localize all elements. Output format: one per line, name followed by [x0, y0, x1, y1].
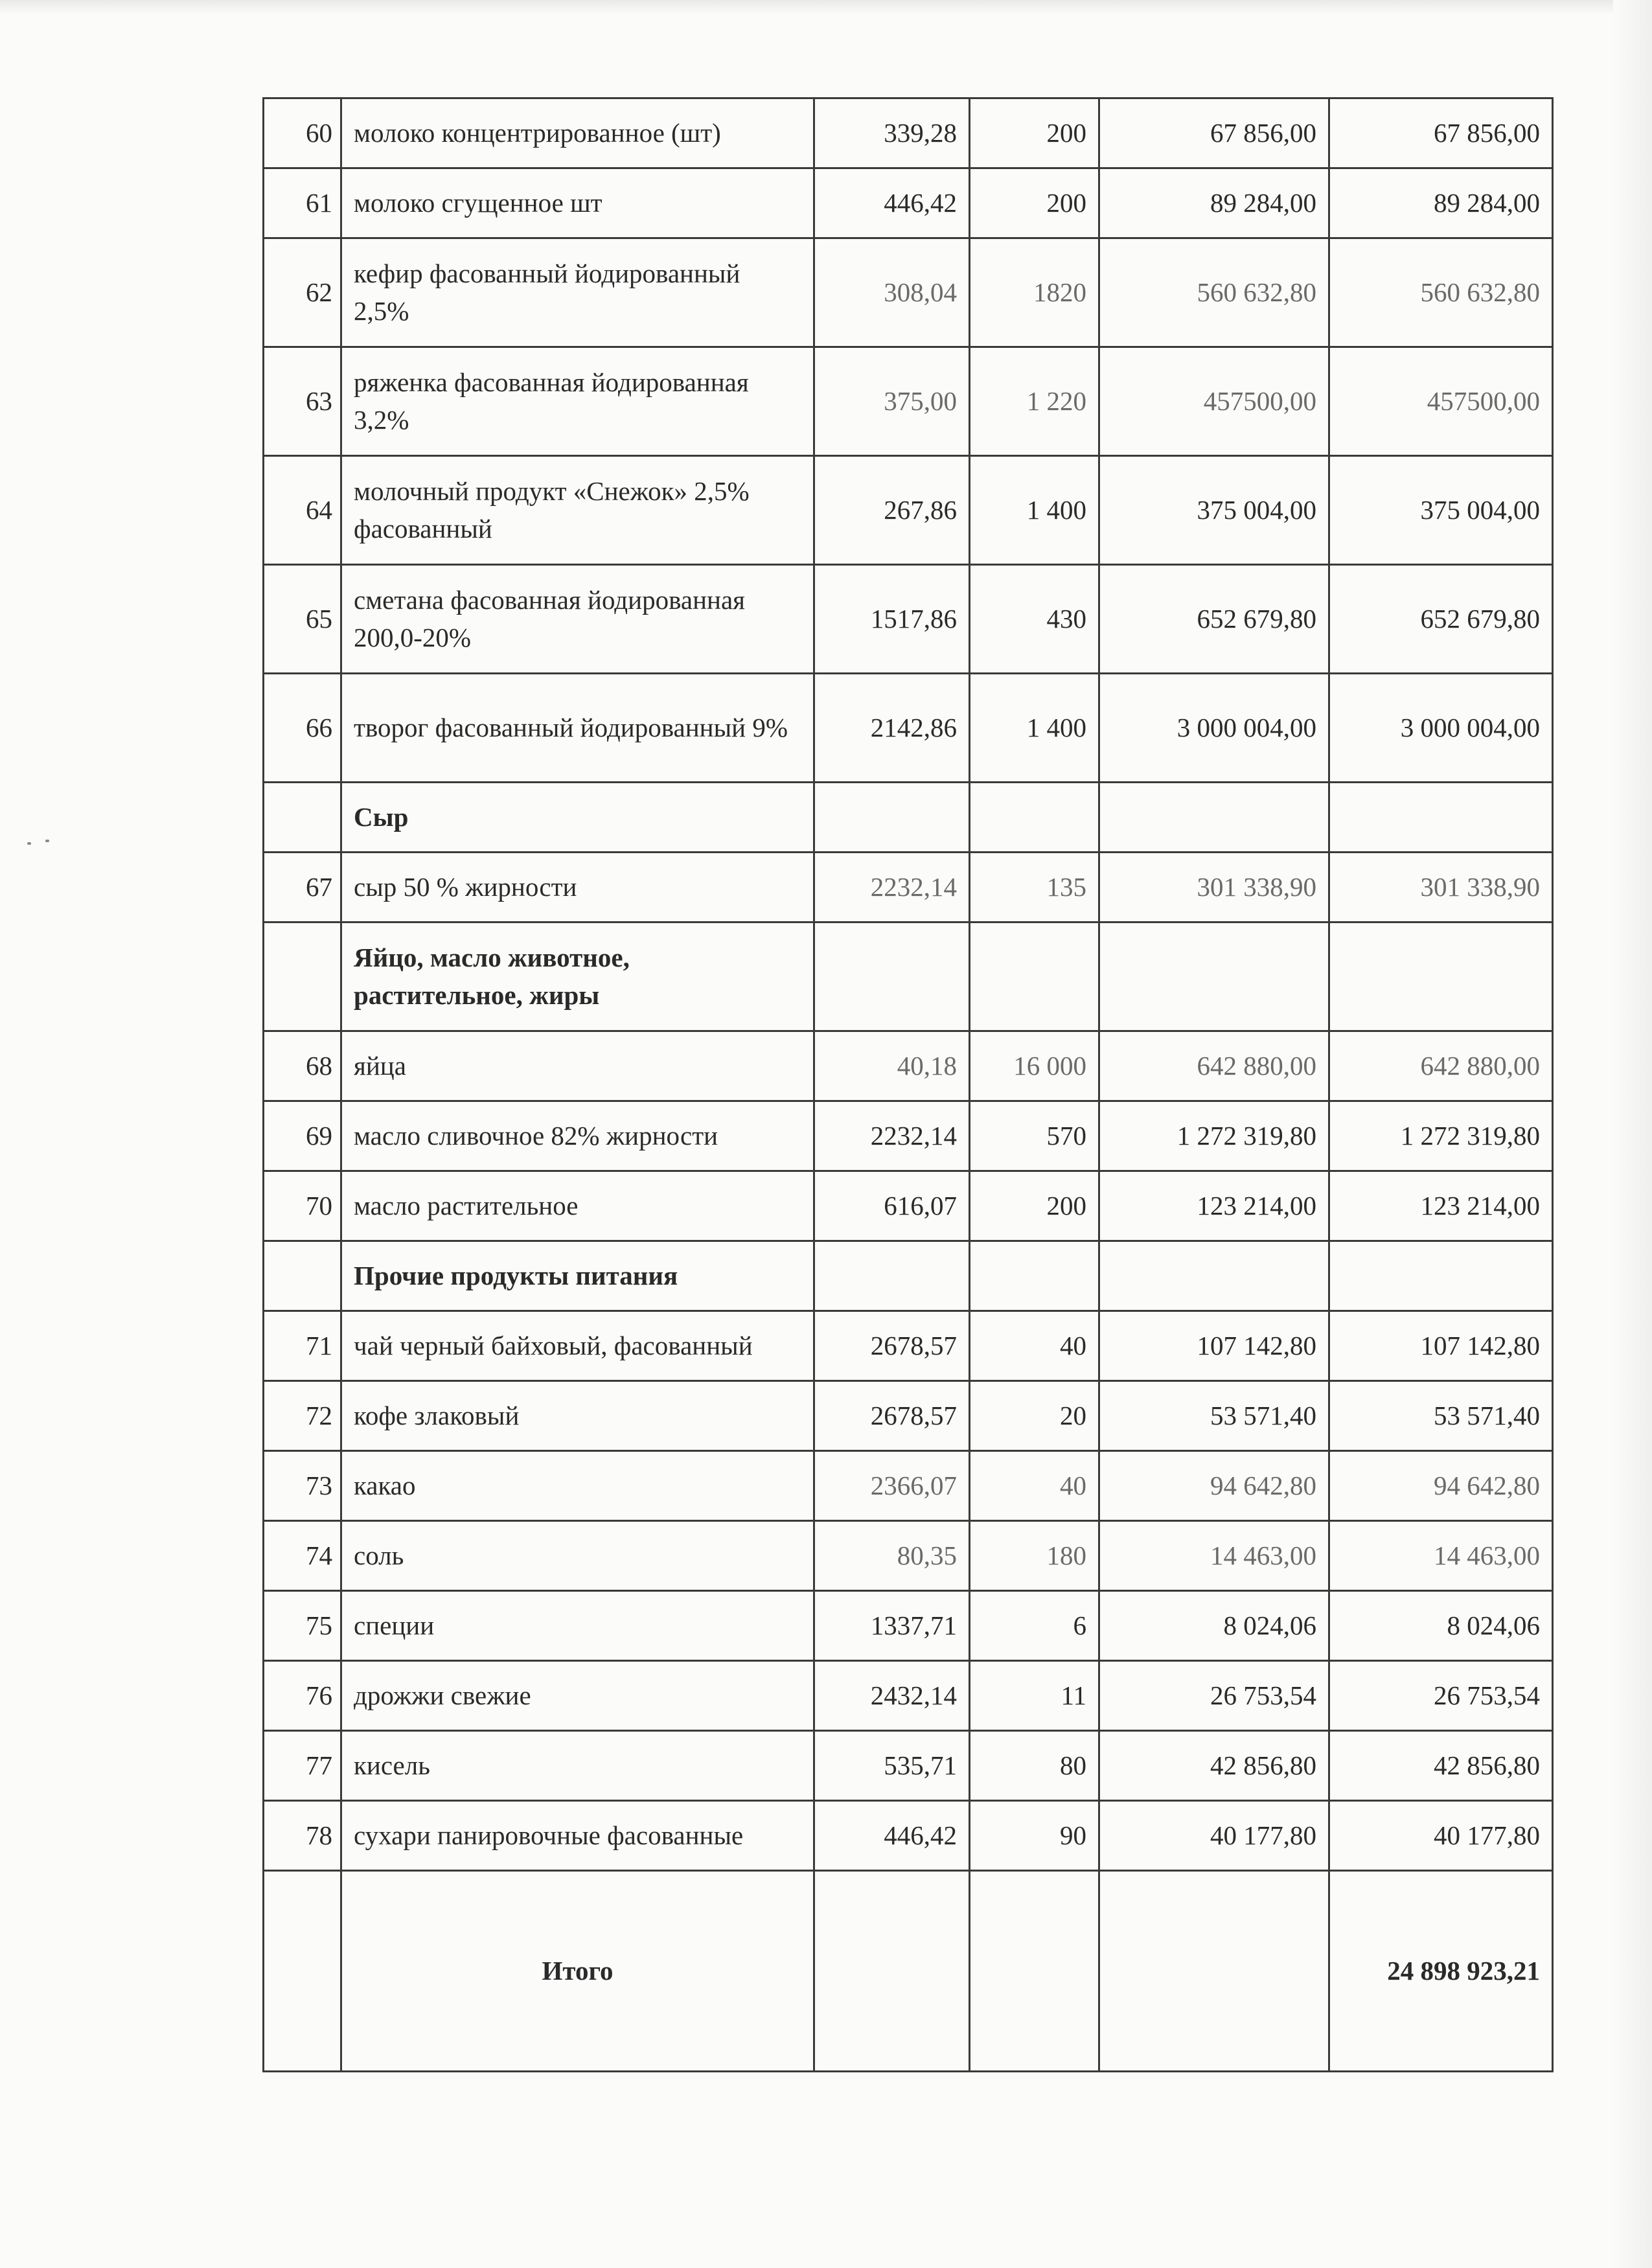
- sum-amount: 94 642,80: [1099, 1451, 1329, 1521]
- row-number: 76: [264, 1661, 341, 1731]
- sum-amount: 652 679,80: [1099, 565, 1329, 674]
- table-row: [264, 168, 1553, 238]
- product-name: кефир фасованный йодированный 2,5%: [341, 238, 814, 347]
- row-number: 78: [264, 1801, 341, 1871]
- total-amount: 14 463,00: [1329, 1521, 1553, 1591]
- total-amount: 560 632,80: [1329, 238, 1553, 347]
- row-number: 70: [264, 1171, 341, 1241]
- quantity: 570: [970, 1101, 1099, 1171]
- unit-price: 2232,14: [814, 1101, 970, 1171]
- section-title: Прочие продукты питания: [341, 1241, 814, 1311]
- table-row: [264, 853, 1553, 922]
- sum-amount: 8 024,06: [1099, 1591, 1329, 1661]
- quantity: 1 400: [970, 456, 1099, 565]
- row-number: [264, 922, 341, 1031]
- row-number: 71: [264, 1311, 341, 1381]
- empty-cell: [1329, 1241, 1553, 1311]
- product-name: кофе злаковый: [341, 1381, 814, 1451]
- quantity: 200: [970, 168, 1099, 238]
- empty-cell: [970, 1871, 1099, 2072]
- product-name: молоко сгущенное шт: [341, 168, 814, 238]
- sum-amount: 301 338,90: [1099, 853, 1329, 922]
- sum-amount: 560 632,80: [1099, 238, 1329, 347]
- empty-cell: [1099, 922, 1329, 1031]
- total-amount: 26 753,54: [1329, 1661, 1553, 1731]
- row-number: 61: [264, 168, 341, 238]
- total-amount: 67 856,00: [1329, 98, 1553, 168]
- quantity: 430: [970, 565, 1099, 674]
- sum-amount: 3 000 004,00: [1099, 674, 1329, 783]
- total-label: Итого: [341, 1871, 814, 2072]
- product-name: дрожжи свежие: [341, 1661, 814, 1731]
- quantity: 135: [970, 853, 1099, 922]
- table-row: [264, 1171, 1553, 1241]
- quantity: 200: [970, 98, 1099, 168]
- food-products-table-wrapper: [262, 97, 1552, 2072]
- table-body: [264, 98, 1553, 2072]
- product-name: молоко концентрированное (шт): [341, 98, 814, 168]
- empty-cell: [814, 1871, 970, 2072]
- product-name: масло растительное: [341, 1171, 814, 1241]
- table-row: [264, 347, 1553, 456]
- row-number: 63: [264, 347, 341, 456]
- quantity: 1 400: [970, 674, 1099, 783]
- product-name: соль: [341, 1521, 814, 1591]
- total-value: 24 898 923,21: [1329, 1871, 1553, 2072]
- sum-amount: 53 571,40: [1099, 1381, 1329, 1451]
- table-row: [264, 565, 1553, 674]
- empty-cell: [1099, 783, 1329, 853]
- total-amount: 42 856,80: [1329, 1731, 1553, 1801]
- table-row: [264, 1521, 1553, 1591]
- empty-cell: [970, 1241, 1099, 1311]
- table-row: [264, 1661, 1553, 1731]
- empty-cell: [814, 783, 970, 853]
- unit-price: 375,00: [814, 347, 970, 456]
- row-number: [264, 783, 341, 853]
- scan-right-edge: [1613, 0, 1652, 2268]
- quantity: 200: [970, 1171, 1099, 1241]
- product-name: чай черный байховый, фасованный: [341, 1311, 814, 1381]
- section-row: [264, 783, 1553, 853]
- product-name: сыр 50 % жирности: [341, 853, 814, 922]
- quantity: 1820: [970, 238, 1099, 347]
- table-row: [264, 1451, 1553, 1521]
- unit-price: 40,18: [814, 1031, 970, 1101]
- quantity: 1 220: [970, 347, 1099, 456]
- scan-speck: [27, 842, 31, 845]
- row-number: 66: [264, 674, 341, 783]
- unit-price: 2432,14: [814, 1661, 970, 1731]
- quantity: 16 000: [970, 1031, 1099, 1101]
- table-row: [264, 1031, 1553, 1101]
- empty-cell: [970, 922, 1099, 1031]
- total-amount: 94 642,80: [1329, 1451, 1553, 1521]
- table-row: [264, 1801, 1553, 1871]
- unit-price: 1337,71: [814, 1591, 970, 1661]
- total-amount: 53 571,40: [1329, 1381, 1553, 1451]
- product-name: сметана фасованная йодированная 200,0-20%: [341, 565, 814, 674]
- quantity: 40: [970, 1451, 1099, 1521]
- quantity: 90: [970, 1801, 1099, 1871]
- product-name: специи: [341, 1591, 814, 1661]
- table-row: [264, 456, 1553, 565]
- total-row: [264, 1871, 1553, 2072]
- total-amount: 40 177,80: [1329, 1801, 1553, 1871]
- total-amount: 301 338,90: [1329, 853, 1553, 922]
- empty-cell: [264, 1871, 341, 2072]
- sum-amount: 375 004,00: [1099, 456, 1329, 565]
- quantity: 40: [970, 1311, 1099, 1381]
- unit-price: 80,35: [814, 1521, 970, 1591]
- quantity: 6: [970, 1591, 1099, 1661]
- quantity: 80: [970, 1731, 1099, 1801]
- product-name: кисель: [341, 1731, 814, 1801]
- total-amount: 89 284,00: [1329, 168, 1553, 238]
- row-number: [264, 1241, 341, 1311]
- sum-amount: 107 142,80: [1099, 1311, 1329, 1381]
- row-number: 74: [264, 1521, 341, 1591]
- total-amount: 8 024,06: [1329, 1591, 1553, 1661]
- product-name: сухари панировочные фасованные: [341, 1801, 814, 1871]
- sum-amount: 26 753,54: [1099, 1661, 1329, 1731]
- row-number: 60: [264, 98, 341, 168]
- table-row: [264, 1591, 1553, 1661]
- total-amount: 652 679,80: [1329, 565, 1553, 674]
- unit-price: 2366,07: [814, 1451, 970, 1521]
- quantity: 11: [970, 1661, 1099, 1731]
- sum-amount: 642 880,00: [1099, 1031, 1329, 1101]
- total-amount: 123 214,00: [1329, 1171, 1553, 1241]
- row-number: 73: [264, 1451, 341, 1521]
- empty-cell: [814, 922, 970, 1031]
- table-row: [264, 1381, 1553, 1451]
- table-row: [264, 238, 1553, 347]
- table-row: [264, 98, 1553, 168]
- sum-amount: 42 856,80: [1099, 1731, 1329, 1801]
- scan-speck: [45, 840, 49, 842]
- unit-price: 2678,57: [814, 1311, 970, 1381]
- food-products-table: [262, 97, 1554, 2072]
- product-name: яйца: [341, 1031, 814, 1101]
- unit-price: 535,71: [814, 1731, 970, 1801]
- empty-cell: [814, 1241, 970, 1311]
- product-name: какао: [341, 1451, 814, 1521]
- unit-price: 308,04: [814, 238, 970, 347]
- row-number: 69: [264, 1101, 341, 1171]
- unit-price: 2142,86: [814, 674, 970, 783]
- empty-cell: [1329, 922, 1553, 1031]
- product-name: ряженка фасованная йодированная 3,2%: [341, 347, 814, 456]
- unit-price: 2232,14: [814, 853, 970, 922]
- section-row: [264, 1241, 1553, 1311]
- section-title: Яйцо, масло животное, растительное, жиры: [341, 922, 814, 1031]
- unit-price: 2678,57: [814, 1381, 970, 1451]
- table-row: [264, 674, 1553, 783]
- sum-amount: 14 463,00: [1099, 1521, 1329, 1591]
- total-amount: 642 880,00: [1329, 1031, 1553, 1101]
- total-amount: 107 142,80: [1329, 1311, 1553, 1381]
- empty-cell: [1329, 783, 1553, 853]
- empty-cell: [1099, 1871, 1329, 2072]
- sum-amount: 457500,00: [1099, 347, 1329, 456]
- total-amount: 3 000 004,00: [1329, 674, 1553, 783]
- sum-amount: 40 177,80: [1099, 1801, 1329, 1871]
- row-number: 75: [264, 1591, 341, 1661]
- scan-top-edge: [0, 0, 1652, 14]
- product-name: масло сливочное 82% жирности: [341, 1101, 814, 1171]
- product-name: творог фасованный йодированный 9%: [341, 674, 814, 783]
- table-row: [264, 1101, 1553, 1171]
- row-number: 67: [264, 853, 341, 922]
- row-number: 65: [264, 565, 341, 674]
- sum-amount: 123 214,00: [1099, 1171, 1329, 1241]
- sum-amount: 1 272 319,80: [1099, 1101, 1329, 1171]
- sum-amount: 67 856,00: [1099, 98, 1329, 168]
- sum-amount: 89 284,00: [1099, 168, 1329, 238]
- unit-price: 1517,86: [814, 565, 970, 674]
- row-number: 72: [264, 1381, 341, 1451]
- quantity: 180: [970, 1521, 1099, 1591]
- row-number: 68: [264, 1031, 341, 1101]
- empty-cell: [1099, 1241, 1329, 1311]
- row-number: 62: [264, 238, 341, 347]
- total-amount: 457500,00: [1329, 347, 1553, 456]
- unit-price: 616,07: [814, 1171, 970, 1241]
- table-row: [264, 1731, 1553, 1801]
- total-amount: 1 272 319,80: [1329, 1101, 1553, 1171]
- total-amount: 375 004,00: [1329, 456, 1553, 565]
- row-number: 77: [264, 1731, 341, 1801]
- section-row: [264, 922, 1553, 1031]
- unit-price: 446,42: [814, 1801, 970, 1871]
- unit-price: 339,28: [814, 98, 970, 168]
- empty-cell: [970, 783, 1099, 853]
- unit-price: 446,42: [814, 168, 970, 238]
- unit-price: 267,86: [814, 456, 970, 565]
- table-row: [264, 1311, 1553, 1381]
- product-name: молочный продукт «Снежок» 2,5% фасованный: [341, 456, 814, 565]
- row-number: 64: [264, 456, 341, 565]
- quantity: 20: [970, 1381, 1099, 1451]
- section-title: Сыр: [341, 783, 814, 853]
